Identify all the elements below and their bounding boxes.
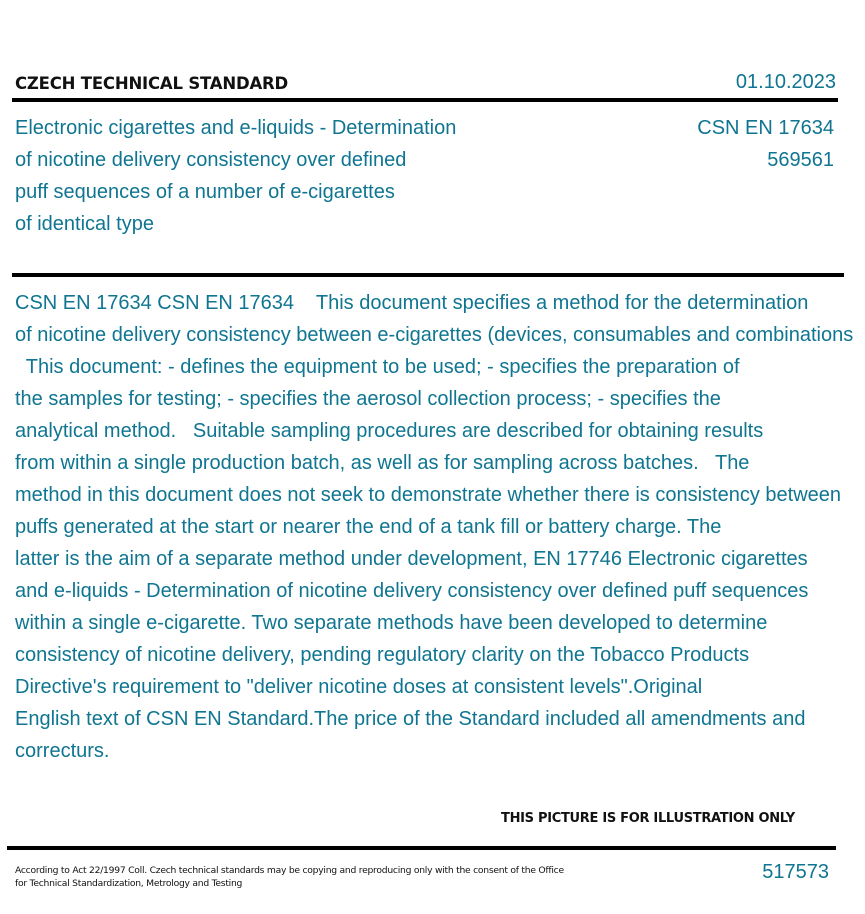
description-line: consistency of nicotine delivery, pending regulatory clarity on the Tobacco Products <box>15 644 750 666</box>
description-line: analytical method. Suitable sampling procedures are described for obtaining results <box>15 420 764 442</box>
description-line: latter is the aim of a separate method under development, EN 17746 Electronic cigarettes <box>15 548 808 570</box>
title-divider <box>12 273 844 277</box>
standard-title <box>15 112 515 240</box>
publication-date: 01.10.2023 <box>735 71 836 93</box>
standard-codes <box>697 112 834 176</box>
legal-notice-line: According to Act 22/1997 Coll. Czech technical standards may be copying and reproducing only with the consent of the Office <box>15 865 564 876</box>
description-line: method in this document does not seek to demonstrate whether there is consistency between <box>15 484 842 506</box>
header-divider <box>12 98 838 102</box>
description-line: the samples for testing; - specifies the aerosol collection process; - specifies the <box>15 388 721 410</box>
standard-title-line: of nicotine delivery consistency over defined <box>15 149 407 171</box>
legal-notice-line: for Technical Standardization, Metrology and Testing <box>15 878 243 889</box>
description-line: puffs generated at the start or nearer the end of a tank fill or battery charge. The <box>15 516 722 538</box>
description-line: CSN EN 17634 CSN EN 17634 This document specifies a method for the determination <box>15 292 809 314</box>
description-line: and e-liquids - Determination of nicotine delivery consistency over defined puff sequences <box>15 580 809 602</box>
description-line: English text of CSN EN Standard.The price of the Standard included all amendments and <box>15 708 806 730</box>
illustration-note: THIS PICTURE IS FOR ILLUSTRATION ONLY <box>501 811 795 826</box>
standard-title-line: puff sequences of a number of e-cigarettes <box>15 181 395 203</box>
description-line: correcturs. <box>15 740 110 762</box>
document-id: 517573 <box>762 861 829 883</box>
description-line: Directive's requirement to "deliver nicotine doses at consistent levels".Original <box>15 676 703 698</box>
class-number: 569561 <box>767 149 834 171</box>
description-line: within a single e-cigarette. Two separate methods have been developed to determine <box>15 612 768 634</box>
standard-code: CSN EN 17634 <box>697 117 834 139</box>
page-header-title: CZECH TECHNICAL STANDARD <box>15 74 289 93</box>
standard-description <box>15 287 865 767</box>
footer-divider <box>7 846 836 850</box>
legal-notice <box>15 864 585 890</box>
standard-title-line: Electronic cigarettes and e-liquids - Determination <box>15 117 457 139</box>
description-line: from within a single production batch, as well as for sampling across batches. The <box>15 452 750 474</box>
description-line: of nicotine delivery consistency between e-cigarettes (devices, consumables and combinations <box>15 324 854 346</box>
description-line: This document: - defines the equipment to be used; - specifies the preparation of <box>15 356 740 378</box>
standard-title-line: of identical type <box>15 213 154 235</box>
